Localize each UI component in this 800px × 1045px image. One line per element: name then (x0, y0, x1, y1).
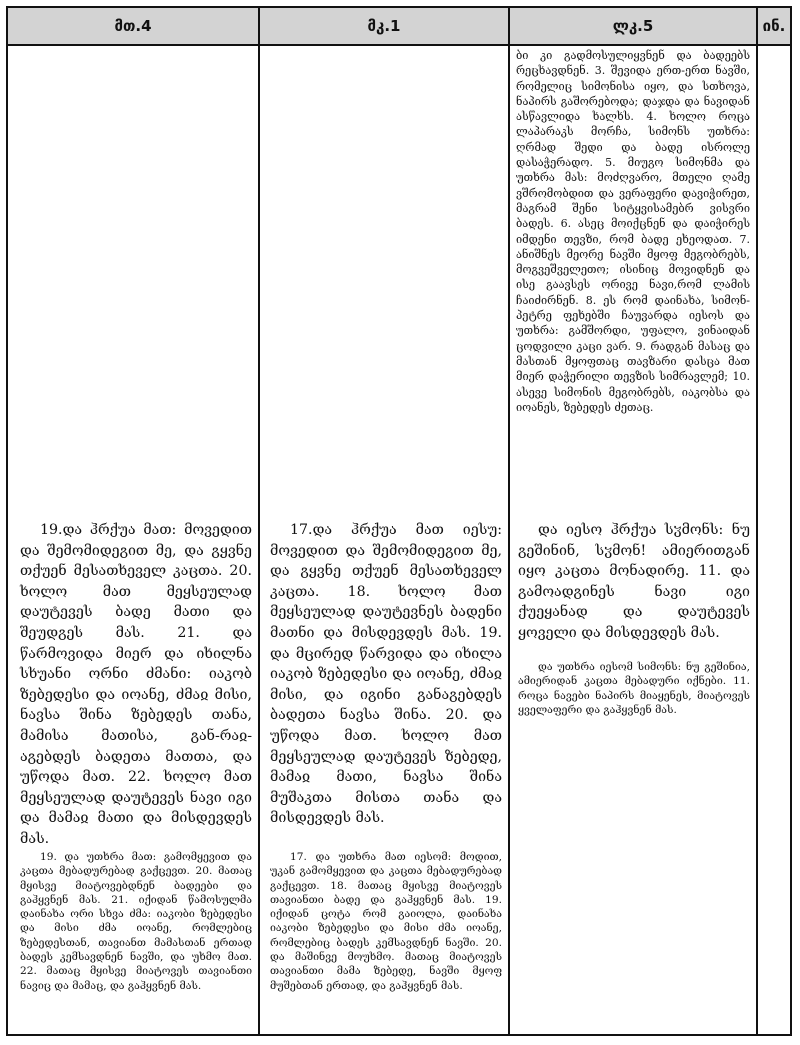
column-divider (756, 8, 758, 1034)
luke-old-block (518, 520, 750, 650)
luke-new-text: და უთხრა იესომ სიმონს: ნუ გეშინია, ამიერიდან კაცთა მებადური იქნები. 11. როცა ნავები ნაპირს მიაყენეს, მიატოვეს ყველაფერი და გაჰყვნენ მას. (518, 661, 750, 716)
luke-continuation-text: ბი კი გადმოსულიყვნენ და ბადეებს რეცხავდნენ. 3. შევიდა ერთ-ერთ ნავში, რომელიც სიმონისა იყო, და სთხოვა, ნაპირს გაშორებოდა; დაჯდა და ნავიდან ასწავლიდა ხალხს. 4. ხოლო როცა ლაპარაკს მორჩა, სიმონს უთხრა: ღრმად შედი და ბადე ისროლე დასაჭერადო. 5. მიუგო სიმონმა და უთხრა მას: მოძღვარო, მთელი ღამე ვშრომობდით და ვერაფერი დავიჭირეთ, მაგრამ შენი სიტყვისამებრ ვისვრი ბადეს. 6. ასეც მოიქცნენ და დაიჭირეს იმდენი თევზი, რომ ბადე ეხეოდათ. 7. ანიშნეს მეორე ნავში მყოფ მეგობრებს, მოგვეშველეთო; ისინიც მოვიდნენ და ისე გაავსეს ორივე ნავი,რომ ლამის ჩაიძირნენ. 8. ეს რომ დაინახა, სიმონ-პეტრე ფეხებში ჩაუვარდა იესოს და უთხრა: გამშორდი, უფალო, ვინაიდან ცოდვილი კაცი ვარ. 9. რადგან მასაც და მასთან მყოფთაც თავზარი დასცა მათ მიერ დაჭერილი თევზის სიმრავლემ; 10. ასევე სიმონის მეგობრებს, იაკობსა და იოანეს, ზებედეს ძეთაც. (516, 49, 750, 414)
document-page (6, 6, 792, 1036)
matthew-new-block (20, 850, 252, 1035)
matthew-new-text: 19. და უთხრა მათ: გამომყევით და კაცთა მებადურებად გაქცევთ. 20. მათაც მყისვე მიატოვებდნენ ბადეები და გაჰყვნენ მას. 21. იქიდან წამოსულმა დაინახა ორი სხვა ძმა: იაკობი ზებედესი და მისი ძმა იოანე, რომლებიც ზებედესთან, თავიანთ მამასთან ერთად ბადეს კემსავდნენ ნავში, და უხმო მათ. 22. მათაც მყისვე მიატოვეს თავიანთი ნავიც და მამაც, და გაჰყვნენ მას. (20, 851, 252, 992)
mark-new-text: 17. და უთხრა მათ იესომ: მოდით, უკან გამომყევით და კაცთა მებადურებად გაქცევთ. 18. მათაც მყისვე მიატოვეს თავიანთი ბადე და გაჰყვნენ მას. 19. იქიდან ცოტა რომ გაიოლა, დაინახა იაკობი ზებედესი და მისი ძმა იოანე, რომლებიც ბადეს კემსავდნენ ნავში. 20. და მაშინვე მოუხმო. მათაც მიატოვეს თავიანთი მამა ზებედე, ნავში მყოფ მუშებთან ერთად, და გაჰყვნენ მას. (270, 851, 502, 992)
header-john: ინ. (762, 17, 786, 35)
luke-new-block (518, 660, 750, 760)
mark-old-block (270, 520, 502, 835)
matthew-old-text: 19.და ჰრქუა მათ: მოვედით და შემომიდეგით მე, და გყვნე თქუენ მესათხეველ კაცთა. 20. ხოლო მათ მეყსეულად დაუტევეს ბადე მათი და შეუდგეს მას. 21. და წარმოვიდა მიერ და იხილნა სხუანი ორნი ძმანი: იაკობ ზებედესი და იოანე, ძმაჲ მისი, ნავსა შინა ზებედეს თანა, მამისა მათისა, გან-რაჲ-აგებდეს ბადეთა მათთა, და უწოდა მათ. 22. ხოლო მათ მეყსეულად დაუტევეს ნავი იგი და მამაჲ მათი და მისდევდეს მას. (20, 522, 252, 847)
mark-old-text: 17.და ჰრქუა მათ იესუ: მოვედით და შემომიდეგით მე, და გყვნე თქუენ მესათხეველ კაცთა. 18. ხოლო მათ მეყსეულად დაუტევნეს ბადენი მათნი და მისდევდეს მას. 19. და მცირედ წარვიდა და იხილა იაკობ ზებედესი და იოანე, ძმაჲ მისი, და იგინი განაგებდეს ბადეთა ნავსა შინა. 20. და უწოდა მათ. ხოლო მათ მეყსეულად დაუტევეს ზებედე, მამაჲ მათი, ნავსა შინა მუშაკთა მისთა თანა და მისდევდეს მას. (270, 522, 502, 827)
header-luke: ლკ.5 (612, 17, 654, 35)
header-mark: მკ.1 (367, 17, 401, 35)
luke-old-text: და იესო ჰრქუა სჳმონს: ნუ გეშინინ, სჳმონ! ამიერითგან იყო კაცთა მონადირე. 11. და გამოადგინეს ნავი იგი ქუეყანად და დაუტევეს ყოველი და მისდევდეს მას. (518, 522, 750, 641)
header-matthew: მთ.4 (114, 17, 152, 35)
column-divider (258, 8, 260, 1034)
mark-new-block (270, 850, 502, 1035)
column-divider (508, 8, 510, 1034)
luke-top-block (516, 48, 750, 508)
header-row (8, 8, 790, 46)
matthew-old-block (20, 520, 252, 847)
